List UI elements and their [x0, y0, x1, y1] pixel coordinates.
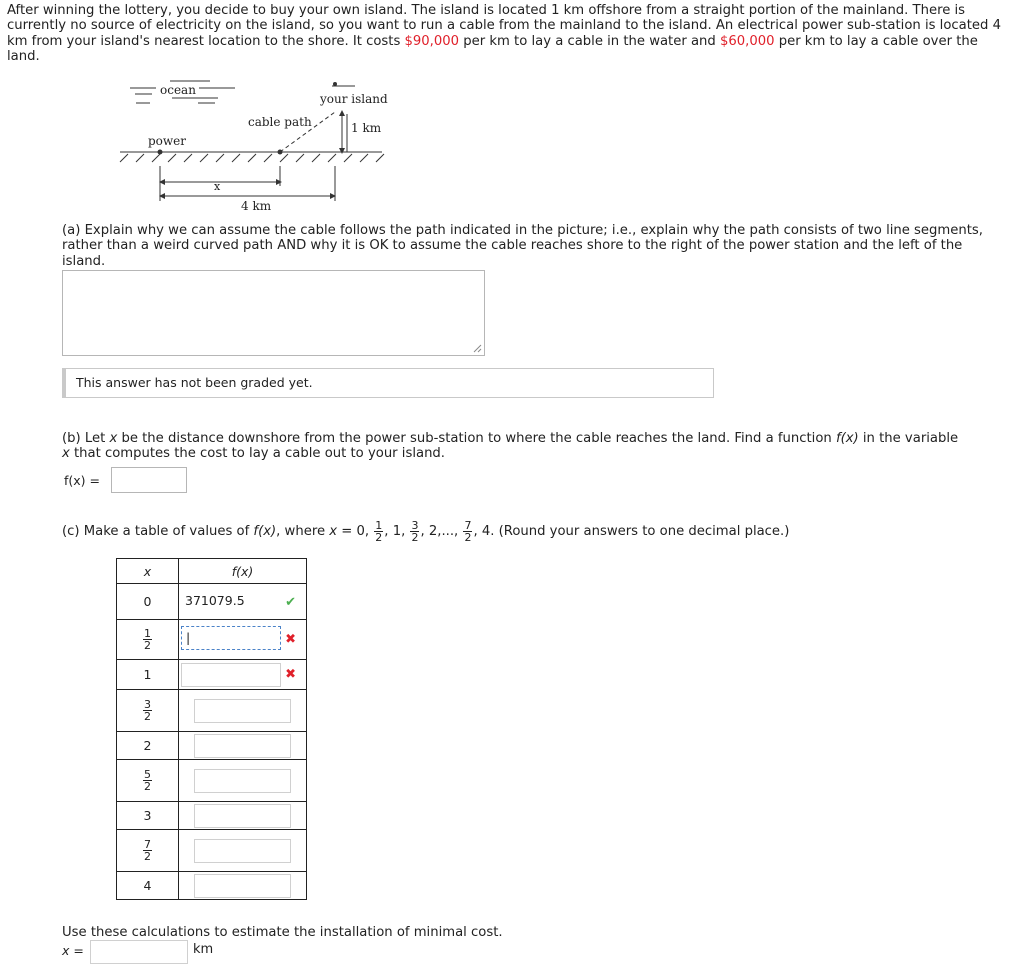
intro-text-2: per km to lay a cable in the water and	[459, 33, 720, 49]
table-row	[117, 872, 307, 900]
x-cell: 1	[117, 660, 179, 690]
power-label: power	[148, 134, 187, 148]
fx-value-input[interactable]	[194, 699, 291, 723]
cable-diagram	[110, 76, 400, 216]
fx-value-input[interactable]: 371079.5	[181, 590, 283, 614]
fx-value-input[interactable]	[194, 734, 291, 758]
fraction-seven-halves: $\frac{7}{2}$	[464, 518, 472, 544]
cross-icon: ✖	[285, 632, 296, 647]
x-equals-label	[62, 943, 84, 958]
one-km-label: 1 km	[351, 121, 382, 135]
check-icon: ✔	[285, 595, 296, 610]
water-cost: $90,000	[404, 33, 460, 49]
land-cost: $60,000	[719, 33, 775, 49]
ocean-label: ocean	[160, 83, 196, 97]
fx-value-input[interactable]	[194, 839, 291, 863]
fx-input[interactable]	[111, 467, 187, 493]
cross-icon: ✖	[285, 667, 296, 682]
part-c-prompt: (c) Make a table of values of f(x), where x = 0, $\frac{1}{2}$ , 1, $\frac{3}{2}$ , 2,..., $\frac{7}{2}$ , 4. (Round your answers to one decimal place.)	[62, 518, 790, 544]
cable-path-label: cable path	[248, 115, 312, 129]
grading-status: This answer has not been graded yet.	[62, 368, 714, 398]
fx-value-input[interactable]: |	[181, 626, 281, 650]
x-equals: x =	[329, 524, 353, 539]
part-b-prompt	[62, 431, 1007, 462]
fx-value-input[interactable]	[181, 663, 281, 687]
x-cell: 0	[117, 584, 179, 620]
col-x-header: x	[143, 563, 152, 579]
part-b-text-1: (b) Let	[62, 431, 110, 446]
value-four: 4.	[481, 524, 495, 539]
estimate-prompt: Use these calculations to estimate the installation of minimal cost.	[62, 925, 503, 940]
part-b-text-2: be the distance downshore from the power sub-station to where the cable reaches the land. Find a function	[117, 431, 836, 446]
x-fraction: $\frac{3}{2}$	[144, 698, 151, 723]
values-table	[116, 558, 307, 900]
x-cell: 2	[117, 732, 179, 760]
x-fraction: $\frac{1}{2}$	[144, 627, 151, 652]
part-c-text-2: , where	[276, 524, 330, 539]
part-c-text-1: (c) Make a table of values of	[62, 524, 254, 539]
fraction-three-halves: $\frac{3}{2}$	[411, 518, 419, 544]
table-row	[117, 660, 307, 690]
resize-handle-icon[interactable]	[473, 344, 482, 353]
island-label: your island	[320, 92, 388, 106]
x-distance-label: x	[214, 180, 221, 193]
four-km-label: 4 km	[241, 199, 272, 213]
fraction-half: $\frac{1}{2}$	[375, 518, 383, 544]
value-zero: 0,	[356, 524, 370, 539]
value-two-ellipsis: 2,...,	[428, 524, 459, 539]
problem-statement	[7, 3, 1012, 64]
intro-text-3: per km to lay a cable over the land.	[7, 33, 978, 64]
var-x: x	[109, 431, 118, 446]
part-b-text-4: that computes the cost to lay a cable out to your island.	[69, 446, 445, 462]
table-row	[117, 830, 307, 872]
x-cell: 3	[117, 802, 179, 830]
table-row	[117, 802, 307, 830]
part-b-text-3: in the variable	[858, 431, 959, 446]
fx-value-input[interactable]	[194, 874, 291, 898]
table-row	[117, 584, 307, 620]
table-row	[117, 732, 307, 760]
x-cell: 4	[117, 872, 179, 900]
round-note: (Round your answers to one decimal place.)	[498, 524, 790, 539]
x-estimate-input[interactable]	[90, 940, 188, 964]
fx-value-input[interactable]	[194, 804, 291, 828]
table-row	[117, 620, 307, 660]
x-fraction: $\frac{7}{2}$	[144, 838, 151, 863]
fx-symbol: f(x)	[253, 524, 277, 539]
col-fx-header: f(x)	[231, 563, 254, 579]
table-row	[117, 690, 307, 732]
fx-symbol: f(x)	[835, 431, 859, 446]
x-fraction: $\frac{5}{2}$	[144, 768, 151, 793]
fx-value-input[interactable]	[194, 769, 291, 793]
value-one: 1,	[392, 524, 406, 539]
intro-text-1: After winning the lottery, you decide to buy your own island. The island is located 1 km offshore from a straight portion of the mainland. There is currently no source of electricity on the island, so you want to run a cable from the mainland to the island. An electrical power sub-station is located 4 km from your island's nearest location to the shore. It costs	[7, 3, 1001, 49]
part-a-prompt: (a) Explain why we can assume the cable follows the path indicated in the picture; i.e., explain why the path consists of two line segments, rather than a weird curved path AND why it is OK to assume the cable reaches shore to the right of the power station and the left of the island.	[62, 223, 983, 269]
km-unit: km	[193, 942, 214, 957]
table-row	[117, 760, 307, 802]
var-x: x	[62, 446, 70, 462]
part-a-answer-textarea[interactable]	[62, 270, 485, 356]
fx-input-label: f(x) =	[64, 473, 100, 488]
x-label: x =	[62, 943, 84, 958]
